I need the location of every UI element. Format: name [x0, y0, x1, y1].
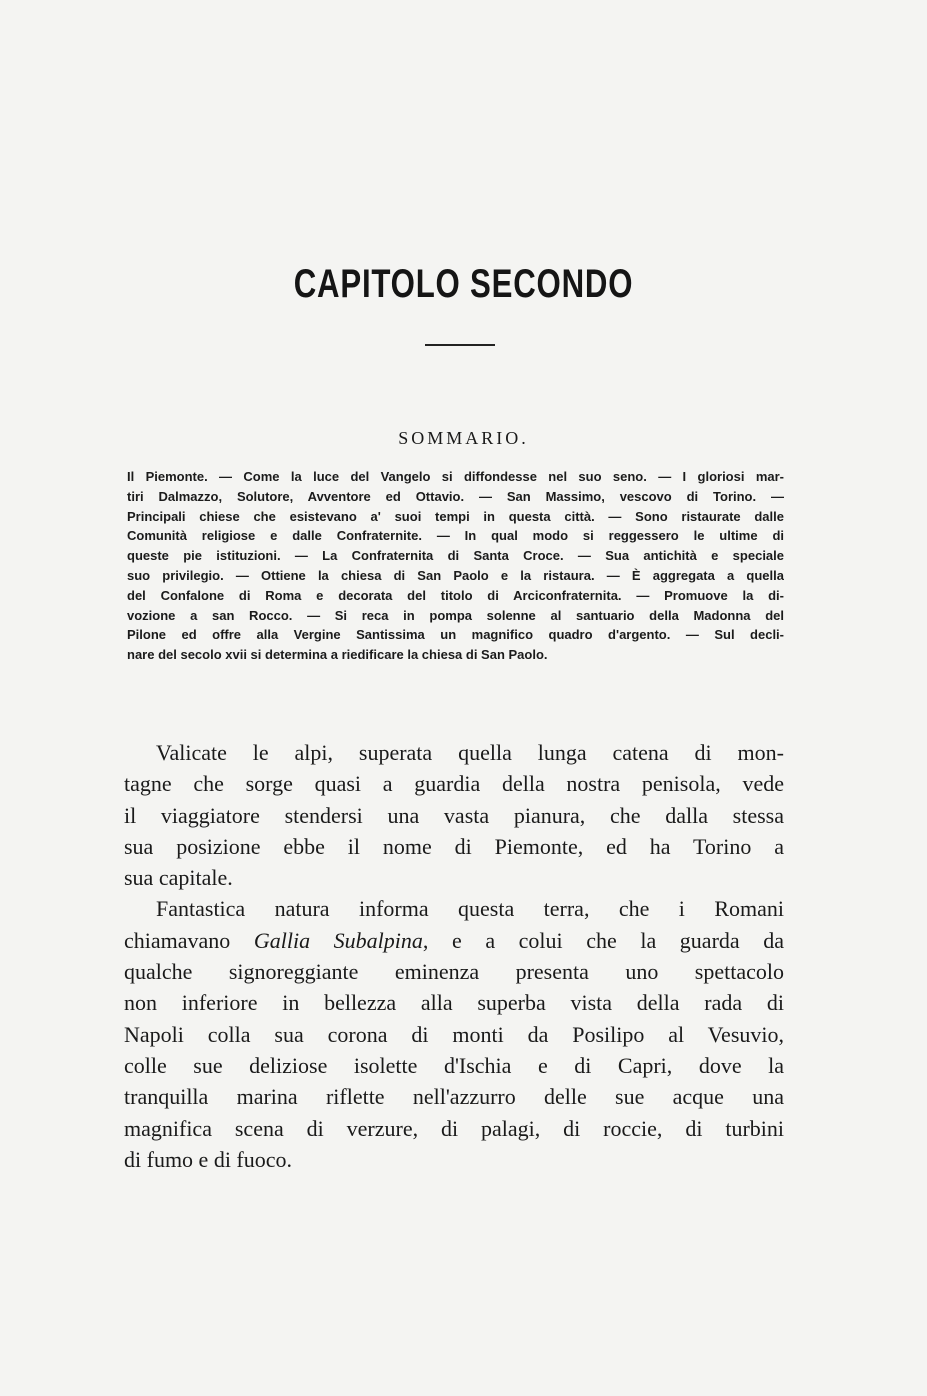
body-line: magnifica scena di verzure, di palagi, di roccie, di turbini	[124, 1115, 784, 1141]
body-line: Fantastica natura informa questa terra, che i Romani	[156, 896, 784, 922]
body-line: tagne che sorge quasi a guardia della nostra penisola, vede	[124, 771, 784, 797]
body-text-segment: chiamavano	[124, 927, 254, 953]
body-line: Valicate le alpi, superata quella lunga catena di mon-	[156, 740, 784, 765]
body-line: Napoli colla sua corona di monti da Posilipo al Vesuvio,	[124, 1021, 784, 1047]
summary-line: vozione a san Rocco. — Si reca in pompa solenne al santuario della Madonna del	[127, 607, 784, 623]
summary-line: suo privilegio. — Ottiene la chiesa di San Paolo e la ristaura. — È aggregata a quella	[127, 567, 784, 583]
body-line: il viaggiatore stendersi una vasta pianura, che dalla stessa	[124, 802, 784, 828]
body-line: non inferiore in bellezza alla superba vista della rada di	[124, 990, 784, 1016]
summary-line: queste pie istituzioni. — La Confraternita di Santa Croce. — Sua antichità e speciale	[127, 548, 784, 564]
body-line: sua capitale.	[124, 865, 233, 891]
body-text	[124, 737, 784, 1175]
summary-block	[127, 467, 784, 665]
italic-place-name: Gallia Subalpina	[253, 927, 423, 953]
body-line-with-italic	[124, 925, 784, 956]
summary-line: Il Piemonte. — Come la luce del Vangelo si diffondesse nel suo seno. — I gloriosi mar-	[127, 469, 784, 484]
chapter-title: CAPITOLO SECONDO	[293, 262, 634, 306]
summary-line: del Confalone di Roma e decorata del titolo di Arciconfraternita. — Promuove la di-	[127, 587, 784, 603]
body-line: colle sue deliziose isolette d'Ischia e di Capri, dove la	[124, 1052, 784, 1078]
summary-line: Pilone ed offre alla Vergine Santissima un magnifico quadro d'argento. — Sul decli-	[127, 627, 784, 643]
summary-line: nare del secolo xvii si determina a riedificare la chiesa di San Paolo.	[127, 647, 548, 663]
summary-line: Comunità religiose e dalle Confraternite. — In qual modo si reggessero le ultime di	[127, 528, 784, 544]
body-line: di fumo e di fuoco.	[124, 1146, 293, 1172]
title-rule	[425, 344, 495, 346]
summary-line: Principali chiese che esistevano a' suoi tempi in questa città. — Sono ristaurate dalle	[127, 508, 784, 524]
body-line: qualche signoreggiante eminenza presenta uno spettacolo	[124, 959, 784, 985]
summary-line: tiri Dalmazzo, Solutore, Avventore ed Ottavio. — San Massimo, vescovo di Torino. —	[127, 488, 784, 504]
body-text-segment: , e a colui che la guarda da	[422, 927, 784, 953]
summary-heading: SOMMARIO.	[398, 428, 529, 448]
body-line: tranquilla marina riflette nell'azzurro delle sue acque una	[124, 1084, 784, 1110]
body-line: sua posizione ebbe il nome di Piemonte, ed ha Torino a	[124, 833, 784, 859]
